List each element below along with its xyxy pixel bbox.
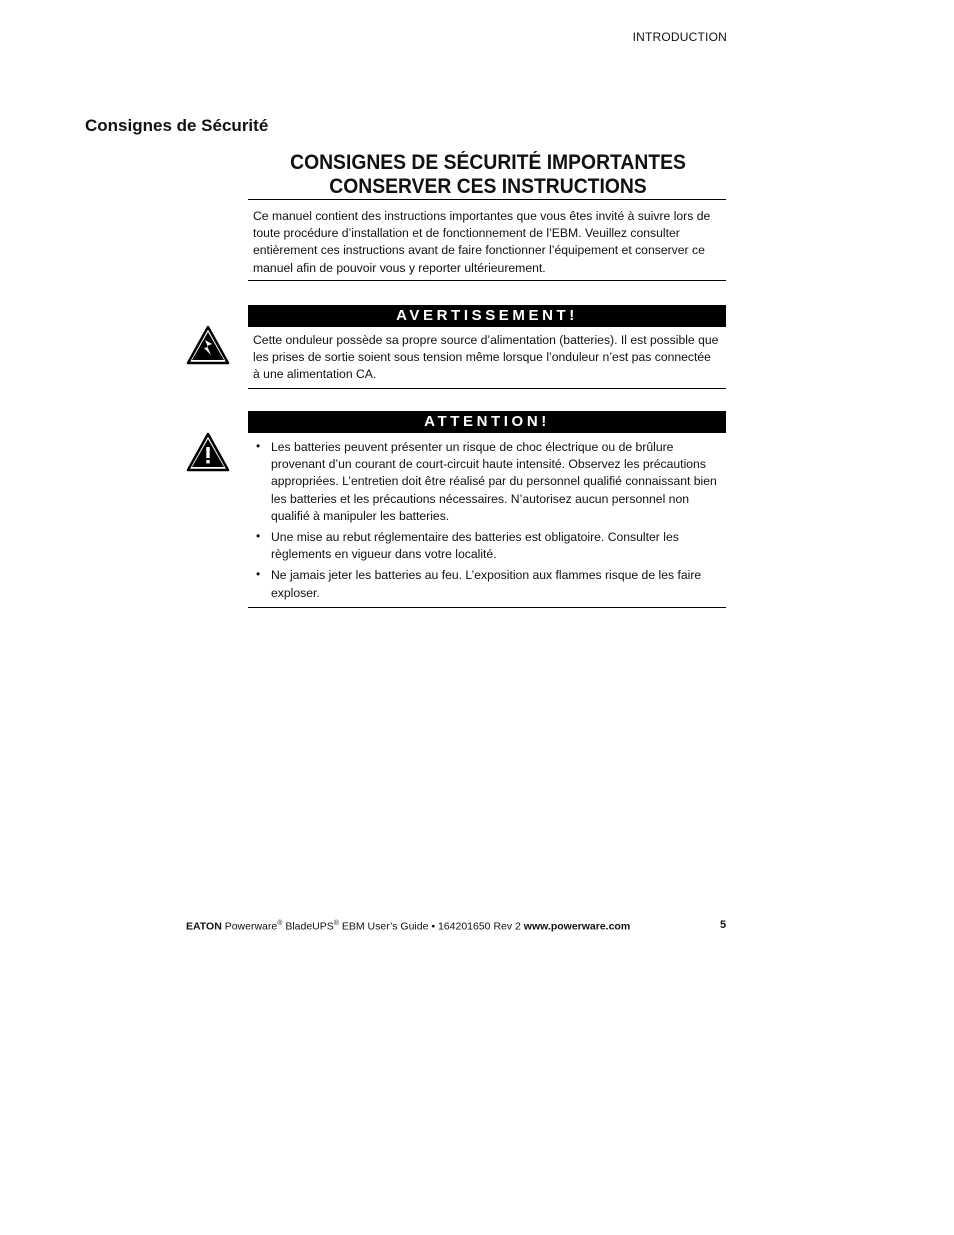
warning-block <box>248 305 726 389</box>
caution-list <box>253 439 720 602</box>
running-header: INTRODUCTION <box>632 30 727 44</box>
warning-banner: AVERTISSEMENT! <box>248 305 726 327</box>
list-item: • Ne jamais jeter les batteries au feu. L’exposition aux flammes risque de les faire exploser. <box>256 567 702 600</box>
intro-paragraph: Ce manuel contient des instructions importantes que vous êtes invité à suivre lors de toute procédure d’installation et de fonctionnement de l’EBM. Veuillez consulter entièrement ces instructions avant de faire fonctionner l’équipement et conserver ce manuel afin de pouvoir vous y reporter ultérieurement. <box>253 209 711 275</box>
footer-brand: EATON <box>186 920 222 933</box>
footer-product1: Powerware <box>224 920 278 933</box>
exclamation-hazard-icon <box>186 432 230 472</box>
main-title <box>269 151 707 199</box>
warning-body <box>248 327 726 389</box>
main-title-line1: CONSIGNES DE SÉCURITÉ IMPORTANTES <box>290 151 686 174</box>
footer-docnum: 164201650 Rev 2 <box>437 920 521 933</box>
caution-body <box>248 433 726 608</box>
main-title-line2: CONSERVER CES INSTRUCTIONS <box>329 175 647 198</box>
caution-banner: ATTENTION! <box>248 411 726 433</box>
list-item: • Les batteries peuvent présenter un risque de choc électrique ou de brûlure provenant d’un courant de court-circuit haute intensité. Observez les précautions appropriées. L’entretien doit être réalisé par du personnel qualifié connaissant bien les batteries et les précautions nécessaires. N’autorisez aucun personnel non qualifié à manipuler les batteries. <box>256 439 717 523</box>
caution-block <box>248 411 726 608</box>
page-number: 5 <box>720 919 727 931</box>
footer-guide: EBM User’s Guide <box>341 920 429 933</box>
intro-box <box>248 199 726 281</box>
electrical-hazard-icon <box>186 325 230 365</box>
footer-url[interactable]: www.powerware.com <box>523 920 631 933</box>
list-item: • Une mise au rebut réglementaire des batteries est obligatoire. Consulter les règlements en vigueur dans votre localité. <box>256 529 679 562</box>
warning-text: Cette onduleur possède sa propre source d’alimentation (batteries). Il est possible que les prises de sortie soient sous tension même lorsque l’onduleur n’est pas connectée à une alimentation CA. <box>253 333 719 382</box>
footer-product2: BladeUPS <box>285 920 334 933</box>
section-title: Consignes de Sécurité <box>85 116 269 135</box>
page-footer: EATON Powerware® BladeUPS® EBM User’s Guide • 164201650 Rev 2 www.powerware.com <box>186 920 631 933</box>
